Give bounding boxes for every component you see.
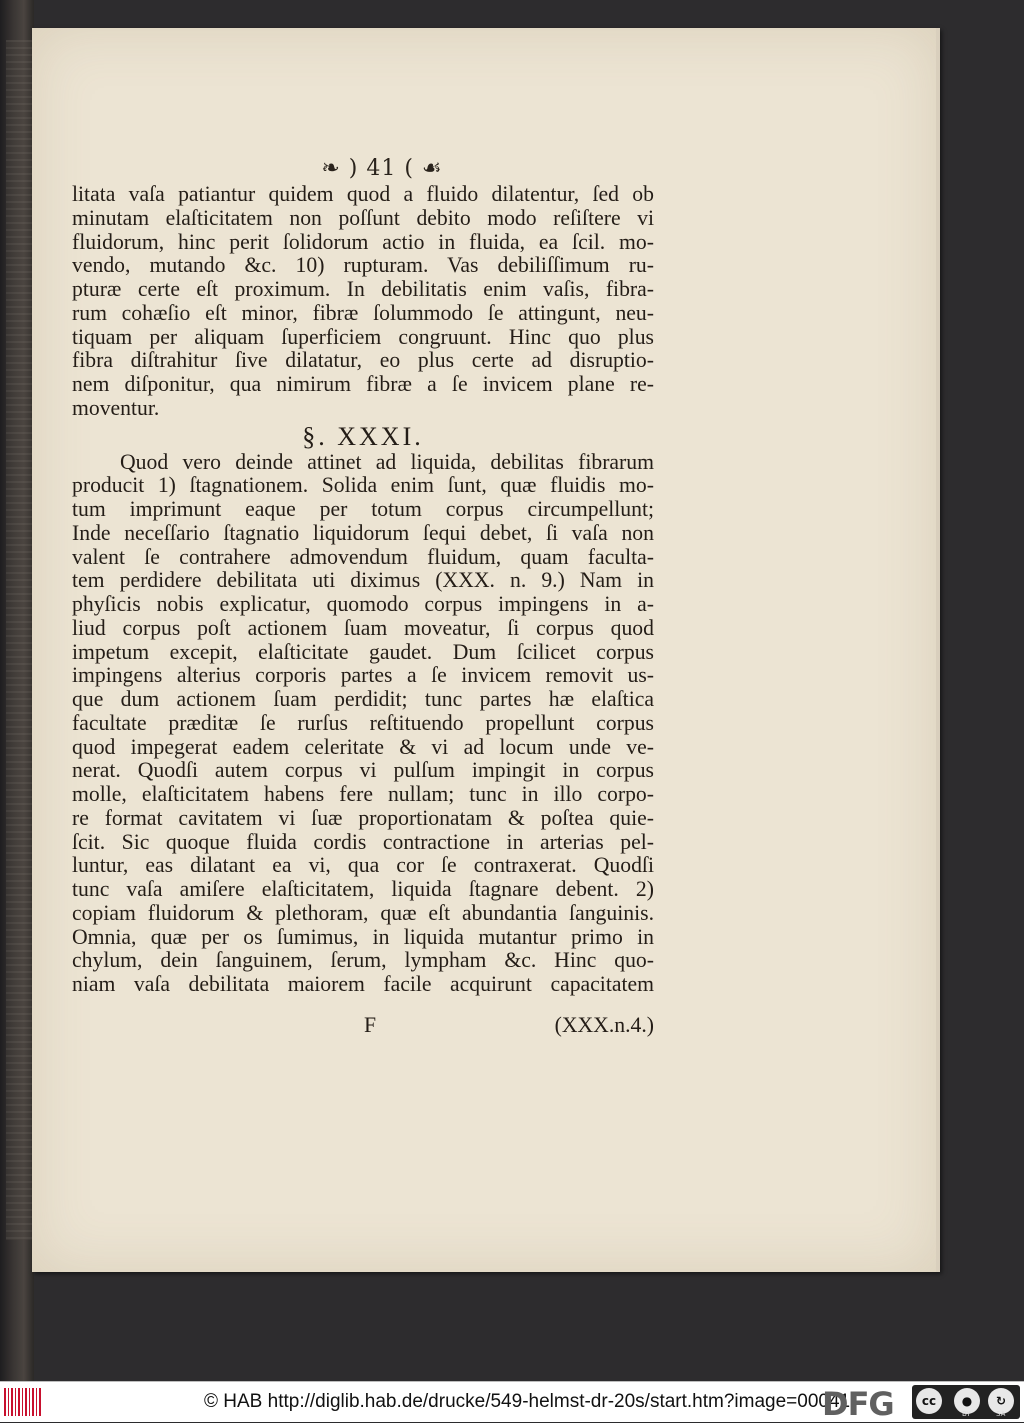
page-body-text [72, 183, 654, 997]
cc-license-badge[interactable] [912, 1385, 1020, 1419]
text-line: vendo, mutando &c. 10) rupturam. Vas debiliſſimum ru- [72, 254, 654, 278]
page-number-header: ❧ ) 41 ( ☙ [321, 156, 443, 181]
text-line: que dum actionem ſuam perdidit; tunc partes hæ elaſtica [72, 688, 654, 711]
text-line: molle, elaſticitatem habens fere nullam; tunc in illo corpo- [72, 783, 654, 806]
by-label: BY [962, 1410, 971, 1418]
section-heading: §. XXXI. [302, 421, 424, 451]
text-line: moventur. [72, 396, 160, 420]
hab-logo-icon [4, 1388, 42, 1416]
viewer-footer-bar [0, 1381, 1024, 1422]
signature-mark: F [364, 1013, 377, 1037]
text-line: copiam fluidorum & plethoram, quæ eſt abundantia ſanguinis. [72, 901, 654, 925]
sa-icon: ↻ [988, 1388, 1014, 1414]
by-icon: ● [954, 1388, 980, 1414]
text-line: phyſicis nobis explicatur, quomodo corpus impingens in a- [72, 593, 654, 616]
text-line: impingens alterius corporis partes a ſe invicem removit us- [72, 664, 654, 688]
text-line: Inde neceſſario ſtagnatio liquidorum ſequi debet, ſi vaſa non [72, 521, 654, 545]
sa-label: SA [996, 1410, 1006, 1418]
text-line: Omnia, quæ per os ſumimus, in liquida mutantur primo in [72, 925, 654, 949]
text-line: fluidorum, hinc perit ſolidorum actio in fluida, ea ſcil. mo- [72, 230, 654, 254]
text-line: pturæ certe eſt proximum. In debilitatis enim vaſis, fibra- [72, 278, 654, 301]
text-line: fibra diſtrahitur ſive dilatatur, eo plus certe ad disruptio- [72, 349, 654, 373]
text-line: luntur, eas dilatant ea vi, qua cor ſe contraxerat. Quodſi [72, 854, 654, 878]
dfg-logo[interactable]: DFG [822, 1385, 894, 1423]
copyright-link[interactable]: © HAB http://diglib.hab.de/drucke/549-helmst-dr-20s/start.htm?image=00041 [204, 1391, 851, 1412]
text-line: tum imprimunt eaque per totum corpus circumpellunt; [72, 498, 654, 521]
text-line: nem diſponitur, qua nimirum fibræ a ſe invicem plane re- [72, 373, 654, 396]
text-line: rum cohæſio eſt minor, fibræ ſolummodo ſe attingunt, neu- [72, 301, 654, 325]
text-line: minutam elaſticitatem non poſſunt debito modo reſiſtere vi [72, 206, 654, 230]
text-line: liud corpus poſt actionem ſuam moveatur, ſi corpus quod [72, 616, 654, 640]
text-line: tem perdidere debilitata uti diximus (XXX. n. 9.) Nam in [72, 569, 654, 593]
text-line: valent ſe contrahere admovendum fluidum, quam faculta- [72, 545, 654, 569]
text-line: quod impegerat eadem celeritate & vi ad locum unde ve- [72, 735, 654, 759]
catchword: (XXX.n.4.) [554, 1013, 654, 1037]
text-line: ſcit. Sic quoque fluida cordis contractione in arterias pel- [72, 830, 654, 854]
text-line: chylum, dein ſanguinem, ſerum, lympham &c. Hinc quo- [72, 949, 654, 973]
text-line: nerat. Quodſi autem corpus vi pulſum impingit in corpus [72, 759, 654, 783]
text-line: tunc vaſa amiſere elaſticitatem, liquida ſtagnare debent. 2) [72, 878, 654, 901]
text-line: tiquam per aliquam ſuperficiem congruunt. Hinc quo plus [72, 325, 654, 349]
page-footer [72, 1013, 654, 1039]
text-line: litata vaſa patiantur quidem quod a fluido dilatentur, ſed ob [72, 183, 654, 206]
cc-icon: cc [916, 1388, 942, 1414]
text-line: niam vaſa debilitata maiorem facile acquirunt capacitatem [72, 973, 654, 996]
text-line: Quod vero deinde attinet ad liquida, debilitas fibrarum [120, 450, 654, 474]
book-page [32, 28, 940, 1272]
page-edge-texture [6, 40, 32, 1240]
text-line: facultate præditæ ſe rurſus reſtituendo propellunt corpus [72, 711, 654, 735]
text-line: producit 1) ſtagnationem. Solida enim ſunt, quæ fluidis mo- [72, 474, 654, 498]
previous-page-edge [0, 0, 34, 1381]
text-line: re format cavitatem vi ſuæ proportionatam & poſtea quie- [72, 806, 654, 830]
text-line: impetum excepit, elaſticitate gaudet. Dum ſcilicet corpus [72, 640, 654, 664]
